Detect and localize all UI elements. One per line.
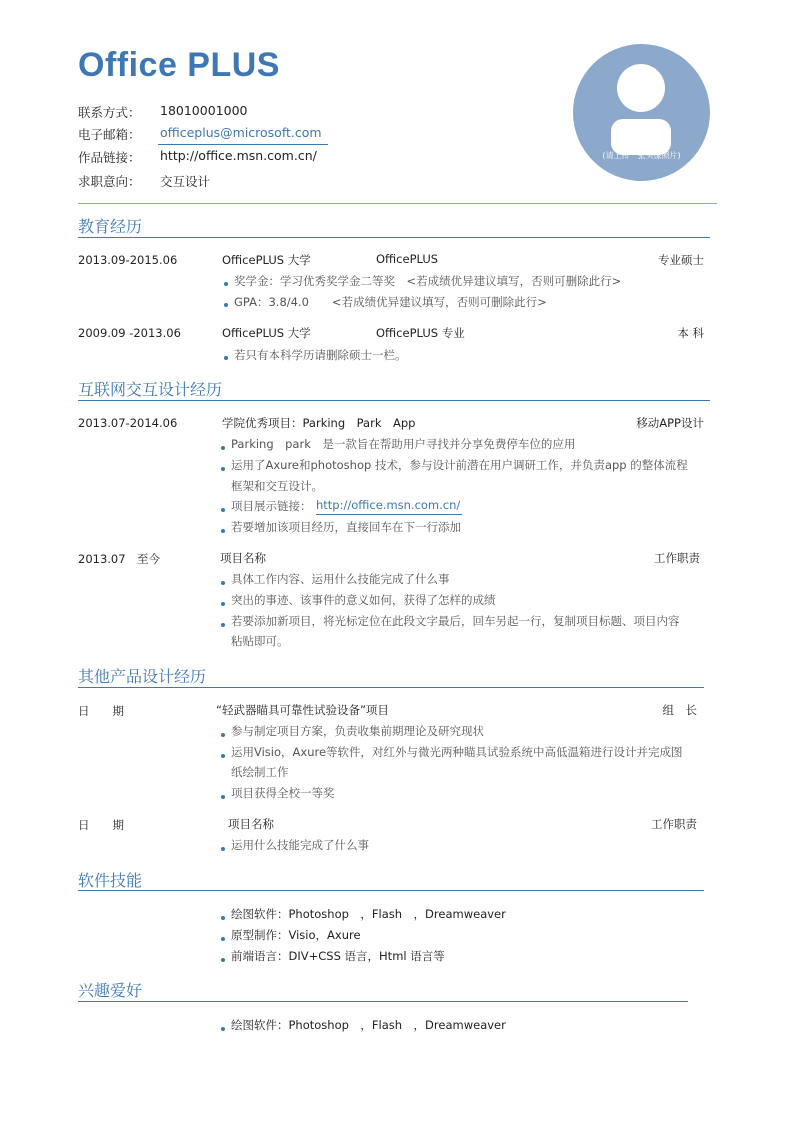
- section-rule: [78, 687, 704, 688]
- contact-portfolio-link[interactable]: http://office.msn.com.cn/: [160, 148, 317, 163]
- project-bullet: 参与制定项目方案，负责收集前期理论及研究现状: [231, 724, 484, 738]
- section-rule: [78, 400, 710, 401]
- project-bullet: 若要增加该项目经历，直接回车在下一行添加: [231, 520, 461, 534]
- bullet-icon: [221, 446, 225, 450]
- bullet-icon: [224, 282, 228, 286]
- edu-bullet: 奖学金：学习优秀奖学金二等奖 <若成绩优异建议填写，否则可删除此行>: [234, 274, 622, 288]
- project-bullet: 若要添加新项目，将光标定位在此段文字最后，回车另起一行，复制项目标题、项目内容: [231, 614, 680, 628]
- edu-school: OfficePLUS 大学: [222, 253, 311, 267]
- project-bullet: 运用什么技能完成了什么事: [231, 838, 369, 852]
- project-date: 日 期: [78, 704, 124, 718]
- project-bullet-cont: 框架和交互设计。: [231, 479, 323, 493]
- project-role: 工作职责: [654, 551, 700, 565]
- project-role: 工作职责: [651, 817, 697, 831]
- bullet-icon: [221, 916, 225, 920]
- project-bullet: 具体工作内容、运用什么技能完成了什么事: [231, 572, 450, 586]
- contact-objective: 交互设计: [160, 174, 211, 189]
- edu-bullet: 若只有本科学历请删除硕士一栏。: [234, 348, 407, 362]
- project-bullet: 突出的事迹、该事件的意义如何，获得了怎样的成绩: [231, 593, 496, 607]
- bullet-icon: [224, 356, 228, 360]
- edu-major: OfficePLUS 专业: [376, 326, 465, 340]
- project-role: 移动APP设计: [636, 416, 704, 430]
- project-name: 项目名称: [228, 817, 274, 831]
- section-rule: [78, 237, 710, 238]
- edu-school: OfficePLUS 大学: [222, 326, 311, 340]
- edu-major: OfficePLUS: [376, 252, 439, 266]
- section-rule: [78, 1001, 688, 1002]
- bullet-icon: [221, 508, 225, 512]
- bullet-icon: [221, 937, 225, 941]
- bullet-icon: [221, 581, 225, 585]
- project-bullet: 运用Visio，Axure等软件，对红外与微光两种瞄具试验系统中高低温箱进行设计并完成图: [231, 745, 683, 759]
- project-bullet-cont: 粘贴即可。: [231, 634, 289, 648]
- project-role: 组 长: [662, 703, 697, 717]
- edu-degree: 专业硕士: [658, 253, 704, 267]
- avatar[interactable]: [573, 44, 710, 181]
- project-name: 学院优秀项目：Parking Park App: [222, 416, 416, 430]
- contact-label-objective: 求职意向：: [78, 174, 141, 189]
- avatar-caption: (请上传一张头像照片): [602, 151, 681, 160]
- project-date: 日 期: [78, 818, 124, 832]
- bullet-icon: [221, 754, 225, 758]
- project-link-label: 项目展示链接：: [231, 499, 312, 513]
- bullet-icon: [221, 958, 225, 962]
- project-bullet: 项目获得全校一等奖: [231, 786, 335, 800]
- edu-degree: 本 科: [677, 326, 704, 340]
- edu-bullet: GPA：3.8/4.0 <若成绩优异建议填写，否则可删除此行>: [234, 295, 547, 309]
- skill-item: 绘图软件：Photoshop ，Flash ，Dreamweaver: [231, 907, 506, 921]
- project-bullet-cont: 纸绘制工作: [231, 765, 289, 779]
- section-title-skills: 软件技能: [78, 871, 143, 890]
- bullet-icon: [221, 623, 225, 627]
- bullet-icon: [224, 303, 228, 307]
- bullet-icon: [221, 1027, 225, 1031]
- project-date: 2013.07-2014.06: [78, 416, 178, 430]
- section-rule: [78, 890, 704, 891]
- section-title-internet: 互联网交互设计经历: [78, 380, 223, 399]
- edu-date: 2009.09 -2013.06: [78, 326, 181, 340]
- contact-email-link[interactable]: officeplus@microsoft.com: [160, 125, 322, 140]
- bullet-icon: [221, 602, 225, 606]
- email-underline: [158, 144, 328, 145]
- bullet-icon: [221, 529, 225, 533]
- project-bullet: 运用了Axure和photoshop 技术，参与设计前潜在用户调研工作，并负责app 的整体流程: [231, 458, 688, 472]
- section-title-other: 其他产品设计经历: [78, 667, 207, 686]
- header-divider: [78, 203, 717, 204]
- contact-label-email: 电子邮箱：: [78, 127, 141, 142]
- project-link[interactable]: http://office.msn.com.cn/: [316, 498, 461, 512]
- bullet-icon: [221, 467, 225, 471]
- skill-item: 原型制作：Visio，Axure: [231, 928, 361, 942]
- project-name: 项目名称: [220, 551, 266, 565]
- project-name: “轻武器瞄具可靠性试验设备”项目: [216, 703, 389, 717]
- section-title-education: 教育经历: [78, 217, 143, 236]
- contact-phone: 18010001000: [160, 103, 248, 118]
- hobby-item: 绘图软件：Photoshop ，Flash ，Dreamweaver: [231, 1018, 506, 1032]
- contact-label-portfolio: 作品链接：: [78, 150, 141, 165]
- project-bullet: Parking park 是一款旨在帮助用户寻找并分享免费停车位的应用: [231, 437, 576, 451]
- bullet-icon: [221, 795, 225, 799]
- section-title-hobbies: 兴趣爱好: [78, 981, 143, 1000]
- edu-date: 2013.09-2015.06: [78, 253, 178, 267]
- project-date: 2013.07 至今: [78, 552, 161, 566]
- bullet-icon: [221, 847, 225, 851]
- bullet-icon: [221, 733, 225, 737]
- contact-label-phone: 联系方式：: [78, 105, 141, 120]
- link-underline: [316, 514, 462, 515]
- resume-name: Office PLUS: [78, 46, 280, 84]
- skill-item: 前端语言：DIV+CSS 语言，Html 语言等: [231, 949, 445, 963]
